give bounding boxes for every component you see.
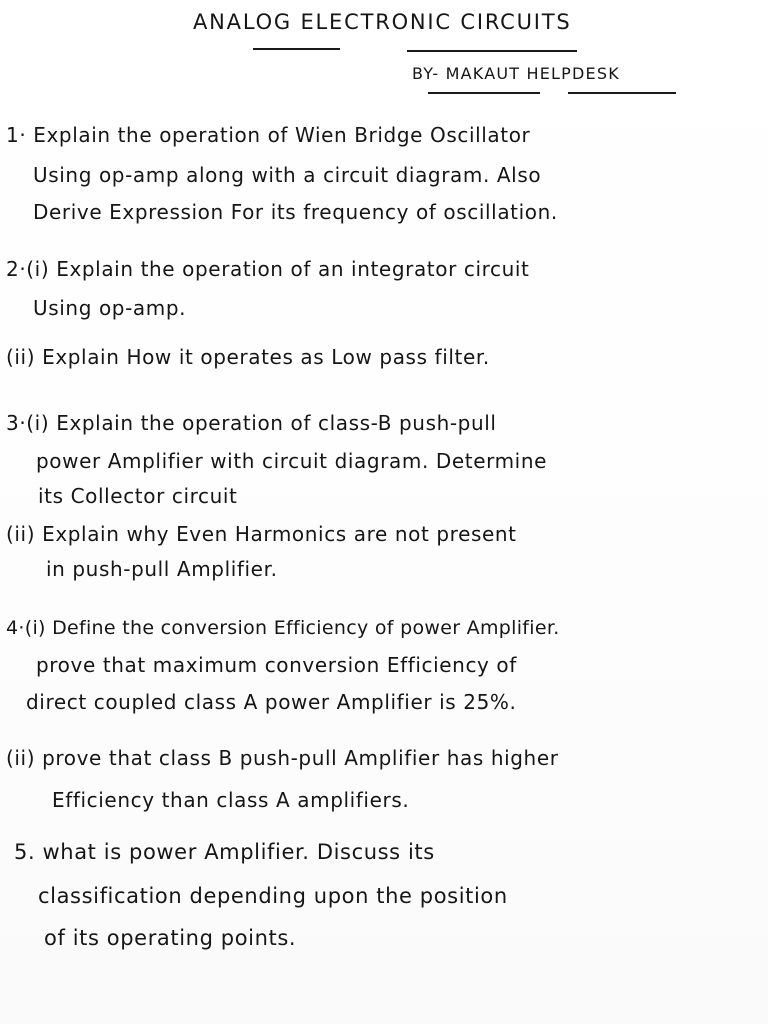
byline-underline-left bbox=[428, 92, 540, 94]
byline: BY- MAKAUT HELPDESK bbox=[412, 64, 620, 83]
question-3-line-1: 3·(i) Explain the operation of class-B push-pull bbox=[6, 411, 497, 435]
question-4-line-5: Efficiency than class A amplifiers. bbox=[52, 788, 410, 812]
question-1-line-3: Derive Expression For its frequency of oscillation. bbox=[33, 200, 558, 224]
title-underline-right bbox=[407, 50, 577, 52]
question-1-line-1: 1· Explain the operation of Wien Bridge Oscillator bbox=[6, 123, 531, 147]
question-5-line-3: of its operating points. bbox=[44, 926, 297, 950]
question-2-line-3: (ii) Explain How it operates as Low pass filter. bbox=[6, 345, 490, 369]
page-title: ANALOG ELECTRONIC CIRCUITS bbox=[193, 10, 572, 34]
question-3-line-2: power Amplifier with circuit diagram. Determine bbox=[36, 449, 548, 473]
question-1-line-2: Using op-amp along with a circuit diagram. Also bbox=[33, 163, 542, 187]
byline-underline-right bbox=[568, 92, 676, 94]
question-3-line-5: in push-pull Amplifier. bbox=[46, 557, 278, 581]
question-3-line-3: its Collector circuit bbox=[38, 484, 238, 508]
question-5-line-2: classification depending upon the position bbox=[38, 884, 508, 908]
question-4-line-4: (ii) prove that class B push-pull Amplifier has higher bbox=[6, 746, 559, 770]
question-4-line-1: 4·(i) Define the conversion Efficiency of power Amplifier. bbox=[6, 617, 560, 639]
question-3-line-4: (ii) Explain why Even Harmonics are not present bbox=[6, 522, 517, 546]
question-2-line-2: Using op-amp. bbox=[33, 296, 187, 320]
question-5-line-1: 5. what is power Amplifier. Discuss its bbox=[14, 840, 435, 864]
title-underline-left bbox=[253, 48, 340, 50]
question-4-line-3: direct coupled class A power Amplifier is 25%. bbox=[26, 690, 517, 714]
question-2-line-1: 2·(i) Explain the operation of an integrator circuit bbox=[6, 257, 530, 281]
question-4-line-2: prove that maximum conversion Efficiency of bbox=[36, 653, 517, 677]
